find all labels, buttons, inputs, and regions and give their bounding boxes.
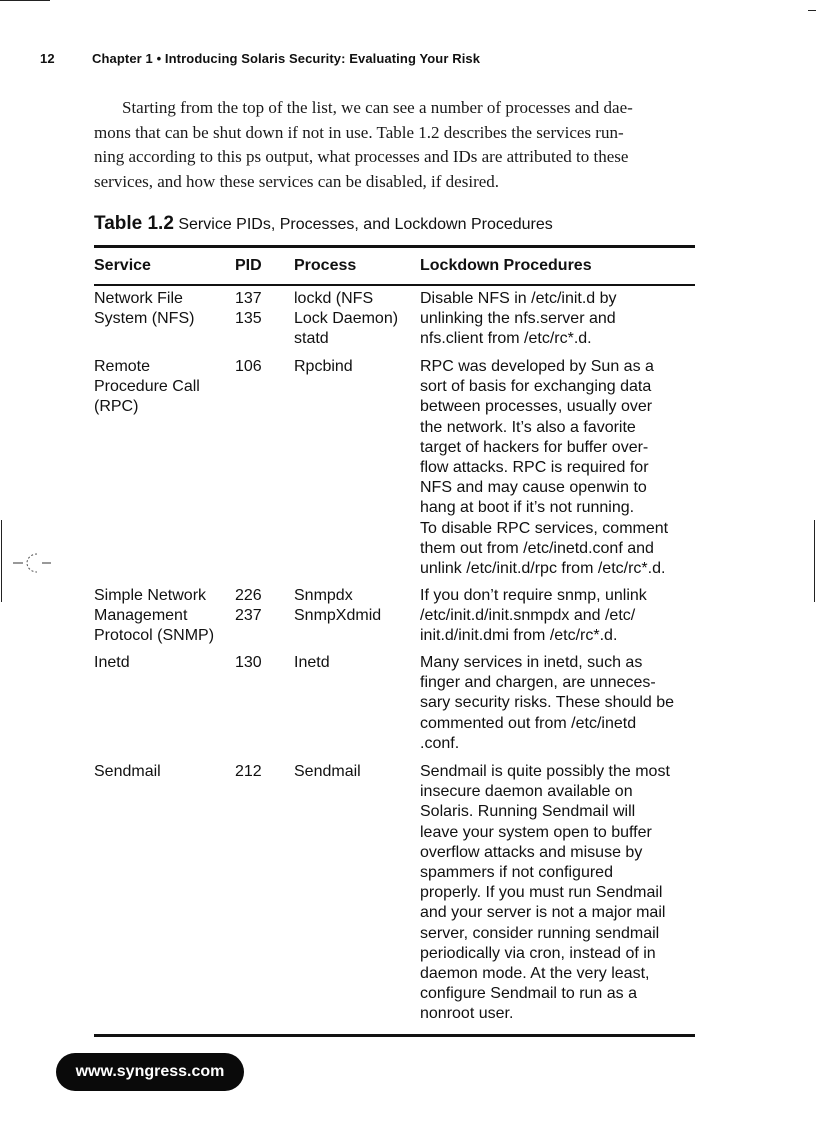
intro-paragraph xyxy=(94,96,694,194)
cell-line: Remote xyxy=(94,358,151,375)
cell-line: Procedure Call xyxy=(94,378,200,396)
cell-line: (RPC) xyxy=(94,398,139,416)
cell-line: To disable RPC services, comment xyxy=(420,519,669,537)
cell-line: commented out from /etc/inetd xyxy=(420,714,637,732)
cell-line: nfs.client from /etc/rc*.d. xyxy=(420,330,592,348)
page-number: 12 xyxy=(40,51,55,66)
cell-line: sary security risks. These should be xyxy=(420,694,675,712)
column-header-lockdown: Lockdown Procedures xyxy=(420,257,592,274)
cell-line: Solaris. Running Sendmail will xyxy=(420,803,636,821)
table-bottom-rule xyxy=(94,1034,695,1037)
crop-mark-top-right xyxy=(808,0,816,11)
table-caption-text: Service PIDs, Processes, and Lockdown Procedures xyxy=(178,216,553,233)
cell-lockdown xyxy=(420,289,710,350)
cell-line: Inetd xyxy=(294,654,330,671)
cell-line: 212 xyxy=(235,763,262,780)
cell-line: If you don’t require snmp, unlink xyxy=(420,587,647,604)
cell-line: between processes, usually over xyxy=(420,398,653,416)
cell-lockdown xyxy=(420,586,710,647)
cell-line: /etc/init.d/init.snmpdx and /etc/ xyxy=(420,607,636,625)
crop-mark-top-left xyxy=(0,0,50,1)
cell-line: flow attacks. RPC is required for xyxy=(420,459,649,477)
cell-service xyxy=(94,357,234,418)
cell-line: Simple Network xyxy=(94,587,207,604)
cell-line: Inetd xyxy=(94,654,130,671)
running-header xyxy=(40,51,740,66)
cell-lockdown xyxy=(420,762,710,1025)
cell-lockdown xyxy=(420,653,710,754)
registration-mark-icon xyxy=(13,550,53,576)
cell-process xyxy=(294,586,419,626)
cell-line: unlink /etc/init.d/rpc from /etc/rc*.d. xyxy=(420,560,666,578)
cell-line: nonroot user. xyxy=(420,1005,514,1023)
cell-lockdown xyxy=(420,357,710,579)
intro-line: mons that can be shut down if not in use. Table 1.2 describes the services run- xyxy=(94,122,624,142)
cell-line: lockd (NFS xyxy=(294,290,374,307)
cell-pid xyxy=(235,653,285,673)
cell-line: hang at boot if it’s not running. xyxy=(420,499,635,517)
cell-line: System (NFS) xyxy=(94,310,195,328)
cell-service xyxy=(94,586,234,647)
intro-line: ning according to this ps output, what processes and IDs are attributed to these xyxy=(94,147,629,166)
cell-line: overflow attacks and misuse by xyxy=(420,843,643,861)
cell-line: SnmpXdmid xyxy=(294,607,382,625)
cell-line: Sendmail is quite possibly the most xyxy=(420,763,670,780)
crop-mark-right xyxy=(814,520,815,602)
intro-line: Starting from the top of the list, we can see a number of processes and dae- xyxy=(122,98,633,117)
cell-line: target of hackers for buffer over- xyxy=(420,438,649,456)
cell-line: Lock Daemon) xyxy=(294,310,399,328)
cell-process xyxy=(294,653,419,673)
column-header-service: Service xyxy=(94,257,151,274)
cell-line: NFS and may cause openwin to xyxy=(420,479,647,497)
cell-line: leave your system open to buffer xyxy=(420,823,652,841)
intro-line: services, and how these services can be disabled, if desired. xyxy=(94,171,500,191)
cell-line: configure Sendmail to run as a xyxy=(420,985,638,1003)
running-title: Chapter 1 • Introducing Solaris Security: Evaluating Your Risk xyxy=(92,51,481,66)
cell-line: 226 xyxy=(235,587,262,604)
website-badge: www.syngress.com xyxy=(56,1053,244,1091)
cell-line: 135 xyxy=(235,310,262,328)
cell-line: insecure daemon available on xyxy=(420,783,633,801)
table-label: Table 1.2 xyxy=(94,213,174,234)
table-top-rule xyxy=(94,245,695,248)
cell-line: server, consider running sendmail xyxy=(420,924,660,942)
cell-line: init.d/init.dmi from /etc/rc*.d. xyxy=(420,627,618,645)
cell-line: spammers if not configured xyxy=(420,864,613,882)
cell-line: unlinking the nfs.server and xyxy=(420,310,616,328)
cell-line: 237 xyxy=(235,607,262,625)
table-caption xyxy=(94,213,714,235)
cell-line: Protocol (SNMP) xyxy=(94,627,215,645)
cell-line: Snmpdx xyxy=(294,587,353,604)
cell-line: finger and chargen, are unneces- xyxy=(420,674,656,692)
cell-process xyxy=(294,357,419,377)
cell-process xyxy=(294,762,419,782)
cell-pid xyxy=(235,586,285,626)
table-header-rule xyxy=(94,284,695,286)
cell-service xyxy=(94,289,234,329)
cell-service xyxy=(94,762,234,782)
cell-line: properly. If you must run Sendmail xyxy=(420,884,663,902)
cell-line: statd xyxy=(294,330,329,348)
column-header-process: Process xyxy=(294,257,357,274)
cell-line: them out from /etc/inetd.conf and xyxy=(420,539,654,557)
cell-line: Sendmail xyxy=(294,763,361,780)
crop-mark-left xyxy=(1,520,2,602)
cell-line: daemon mode. At the very least, xyxy=(420,965,650,983)
cell-line: 130 xyxy=(235,654,262,671)
cell-line: 106 xyxy=(235,358,262,375)
cell-line: and your server is not a major mail xyxy=(420,904,666,922)
cell-line: periodically via cron, instead of in xyxy=(420,944,656,962)
cell-line: Rpcbind xyxy=(294,358,353,375)
cell-line: Many services in inetd, such as xyxy=(420,654,643,671)
cell-line: 137 xyxy=(235,290,262,307)
cell-line: RPC was developed by Sun as a xyxy=(420,358,654,375)
cell-line: Sendmail xyxy=(94,763,161,780)
cell-line: Network File xyxy=(94,290,183,307)
cell-line: Management xyxy=(94,607,188,625)
cell-line: Disable NFS in /etc/init.d by xyxy=(420,290,617,307)
cell-service xyxy=(94,653,234,673)
cell-line: the network. It’s also a favorite xyxy=(420,418,636,436)
cell-process xyxy=(294,289,419,350)
cell-pid xyxy=(235,762,285,782)
cell-line: .conf. xyxy=(420,734,460,752)
cell-pid xyxy=(235,289,285,329)
cell-pid xyxy=(235,357,285,377)
cell-line: sort of basis for exchanging data xyxy=(420,378,652,396)
column-header-pid: PID xyxy=(235,257,262,274)
